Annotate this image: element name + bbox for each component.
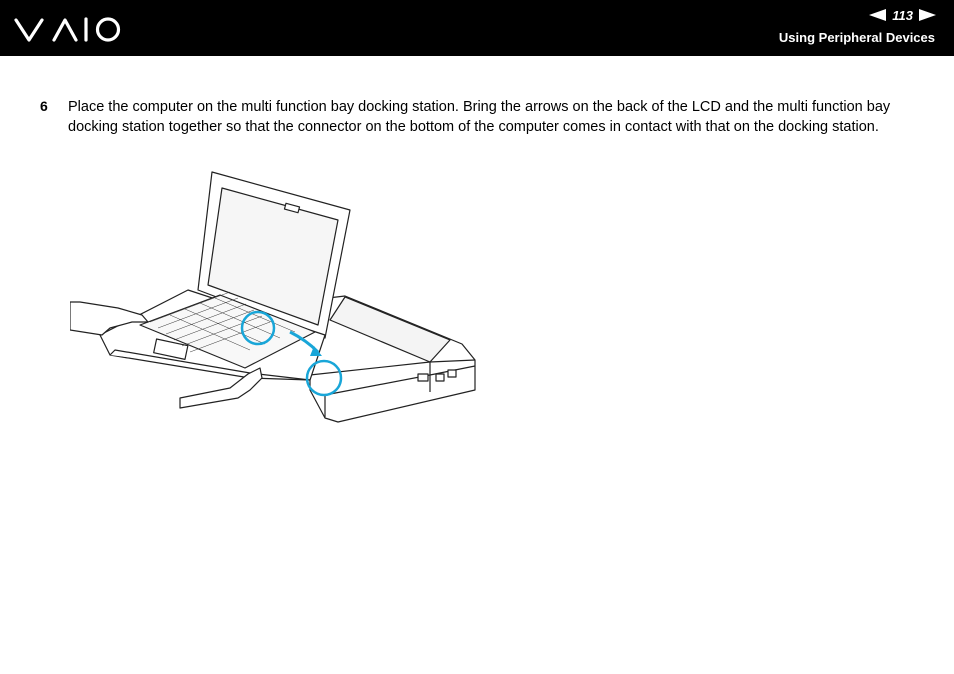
page-navigation — [869, 7, 936, 23]
next-page-arrow-icon[interactable] — [919, 9, 936, 21]
step-number: 6 — [40, 98, 48, 114]
vaio-logo — [14, 14, 122, 44]
section-title: Using Peripheral Devices — [778, 30, 935, 45]
page-number: 113 — [892, 7, 913, 23]
docking-station — [310, 296, 475, 422]
step-instruction: Place the computer on the multi function bay docking station. Bring the arrows on the back of the LCD and the multi function bay docking station together so that the connector on the bottom of the computer comes in contact with that on the docking station. — [68, 99, 891, 135]
prev-page-arrow-icon[interactable] — [869, 9, 886, 21]
page-header — [0, 0, 954, 56]
docking-illustration — [70, 170, 490, 425]
right-hand — [180, 368, 262, 408]
